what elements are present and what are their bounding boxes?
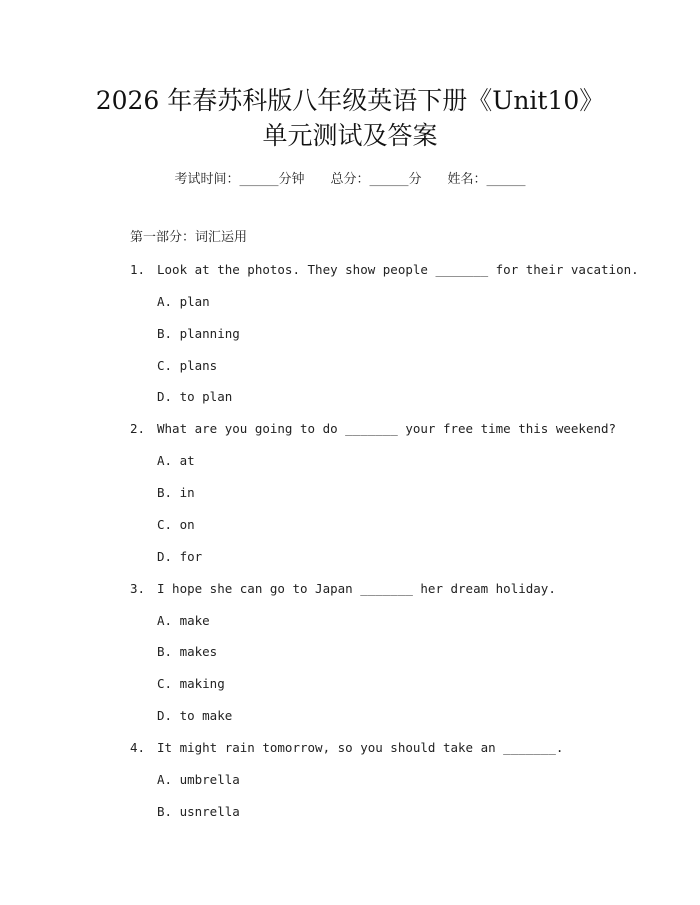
option: B. in bbox=[157, 485, 195, 500]
time-field: 考试时间：______分钟 bbox=[174, 172, 305, 187]
option: D. for bbox=[157, 549, 203, 564]
score-field: 总分：______分 bbox=[330, 172, 422, 187]
title-line-2: 单元测试及答案 bbox=[262, 121, 438, 150]
option: D. to plan bbox=[157, 389, 233, 404]
section-title: 第一部分：词汇运用 bbox=[130, 230, 248, 245]
option: A. at bbox=[157, 453, 195, 468]
question-text: It might rain tomorrow, so you should take an _______. bbox=[157, 740, 564, 755]
question-number: 1. bbox=[130, 262, 146, 277]
option: B. makes bbox=[157, 644, 218, 659]
question-number: 4. bbox=[130, 740, 146, 755]
option: B. planning bbox=[157, 326, 240, 341]
question-text: What are you going to do _______ your free time this weekend? bbox=[157, 421, 617, 436]
option: A. make bbox=[157, 613, 210, 628]
question-text: Look at the photos. They show people _______ for their vacation. bbox=[157, 262, 639, 277]
question-number: 3. bbox=[130, 581, 146, 596]
option: C. making bbox=[157, 676, 225, 691]
option: C. plans bbox=[157, 358, 218, 373]
question-text: I hope she can go to Japan _______ her dream holiday. bbox=[157, 581, 556, 596]
option: D. to make bbox=[157, 708, 233, 723]
question-number: 2. bbox=[130, 421, 146, 436]
exam-meta bbox=[0, 168, 700, 187]
name-field: 姓名：______ bbox=[447, 172, 526, 187]
option: A. plan bbox=[157, 294, 210, 309]
option: A. umbrella bbox=[157, 772, 240, 787]
option: B. usnrella bbox=[157, 804, 240, 819]
option: C. on bbox=[157, 517, 195, 532]
title-line-1: 2026 年春苏科版八年级英语下册《Unit10》 bbox=[95, 86, 605, 115]
